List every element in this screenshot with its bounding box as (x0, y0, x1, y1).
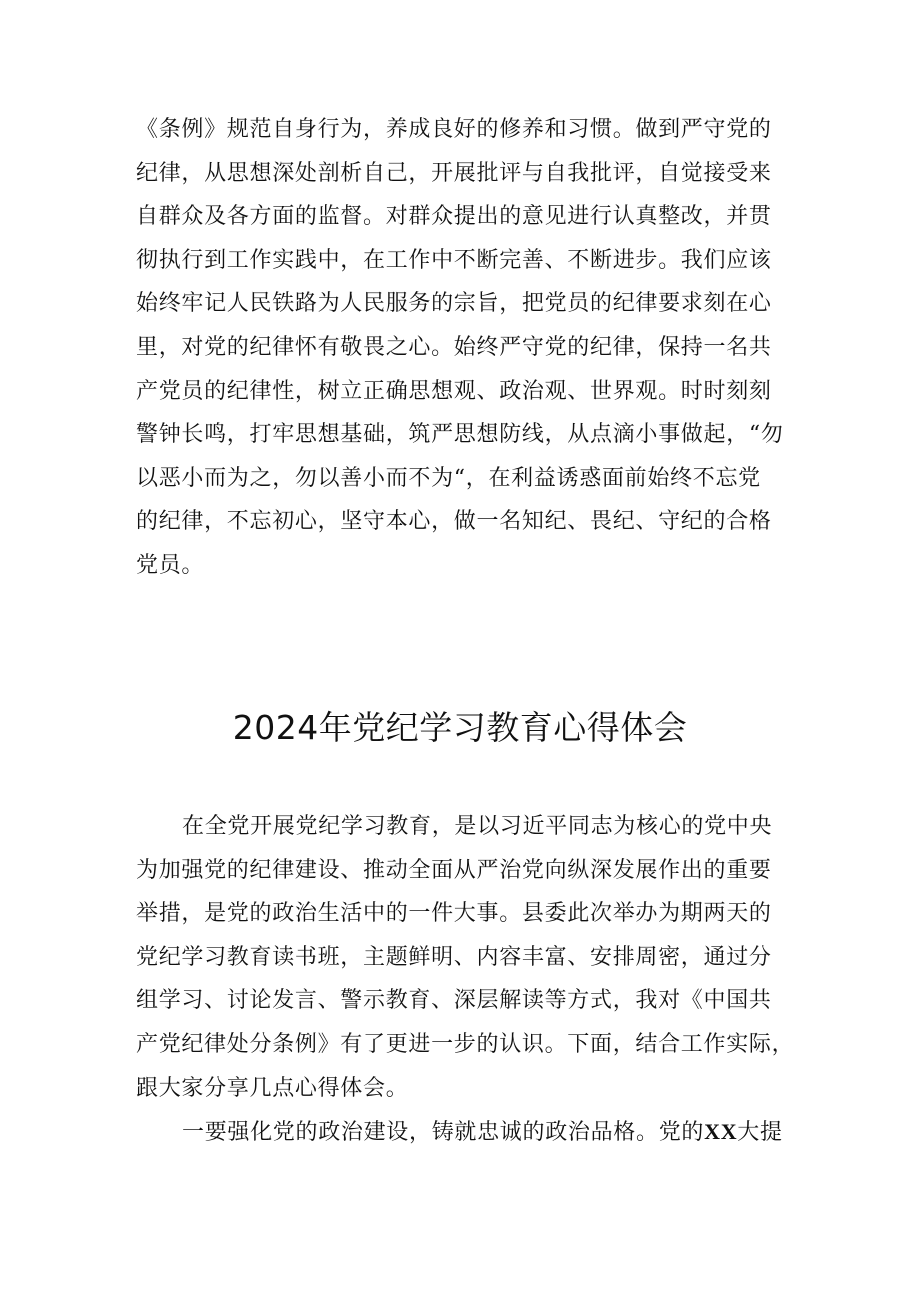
last-line-suffix: 大提 (737, 1120, 783, 1146)
paragraph-line: 为加强党的纪律建设、推动全面从严治党向纵深发展作出的重要 (136, 857, 772, 883)
paragraph-line: 纪律，从思想深处剖析自己，开展批评与自我批评，自觉接受来 (136, 160, 772, 186)
last-line-prefix: 一要强化党的政治建设，铸就忠诚的政治品格。党的 (182, 1120, 705, 1146)
paragraph-line-last (136, 1110, 796, 1154)
paragraph-line: 《条例》规范自身行为，养成良好的修养和习惯。做到严守党的 (136, 117, 772, 142)
paragraph-line: 以恶小而为之，勿以善小而不为“，在利益诱惑面前始终不忘党 (136, 465, 761, 491)
paragraph-line: 警钟长鸣，打牢思想基础，筑严思想防线，从点滴小事做起，“勿 (136, 422, 784, 448)
paragraph-line: 产党员的纪律性，树立正确思想观、政治观、世界观。时时刻刻 (136, 378, 772, 404)
paragraph-line: 党纪学习教育读书班，主题鲜明、内容丰富、安排周密，通过分 (136, 944, 772, 970)
paragraph-continued (136, 108, 796, 588)
paragraph-line: 举措，是党的政治生活中的一件大事。县委此次举办为期两天的 (136, 901, 772, 927)
paragraph-line: 组学习、讨论发言、警示教育、深层解读等方式，我对《中国共 (136, 988, 772, 1014)
paragraph-line: 跟大家分享几点心得体会。 (136, 1075, 409, 1101)
paragraph-line: 党员。 (136, 552, 205, 578)
paragraph-line: 里，对党的纪律怀有敬畏之心。始终严守党的纪律，保持一名共 (136, 334, 772, 360)
paragraph-line: 彻执行到工作实践中，在工作中不断完善、不断进步。我们应该 (136, 247, 772, 273)
paragraph-line: 始终牢记人民铁路为人民服务的宗旨，把党员的纪律要求刻在心 (136, 291, 772, 317)
paragraph-line: 在全党开展党纪学习教育，是以习近平同志为核心的党中央 (182, 814, 773, 839)
paragraph-line: 自群众及各方面的监督。对群众提出的意见进行认真整改，并贯 (136, 204, 772, 230)
last-line-bold-placeholder: XX (704, 1119, 738, 1145)
paragraph-intro (136, 805, 796, 1154)
paragraph-line: 的纪律，不忘初心，坚守本心，做一名知纪、畏纪、守纪的合格 (136, 509, 772, 535)
document-title: 2024年党纪学习教育心得体会 (232, 708, 688, 747)
paragraph-line: 产党纪律处分条例》有了更进一步的认识。下面，结合工作实际， (136, 1031, 795, 1057)
